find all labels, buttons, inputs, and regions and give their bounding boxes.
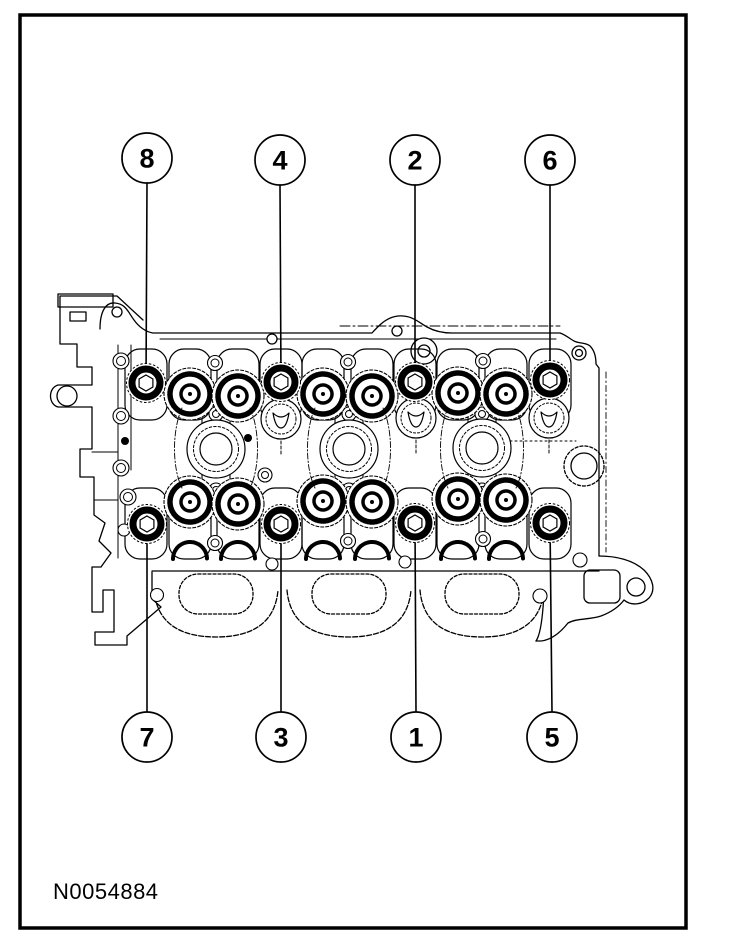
small-bolt-hole — [208, 356, 223, 371]
callout-4 — [255, 135, 305, 185]
small-dowel — [244, 434, 252, 442]
callout-1 — [391, 712, 441, 762]
small-bolt-hole — [266, 558, 278, 570]
callout-2 — [390, 135, 440, 185]
valve-follower-bore — [346, 476, 398, 528]
callout-number-8: 8 — [139, 143, 155, 174]
small-bolt-hole — [341, 355, 356, 370]
callout-number-2: 2 — [407, 145, 423, 176]
follower-cap — [173, 542, 207, 559]
valve-follower-bore — [164, 476, 216, 528]
small-bolt-hole — [573, 553, 587, 567]
callout-number-3: 3 — [273, 722, 289, 753]
valve-follower-bore — [480, 368, 532, 420]
callout-6 — [525, 135, 575, 185]
callout-3 — [256, 712, 306, 762]
small-bolt-hole — [476, 532, 491, 547]
small-bolt-hole — [113, 408, 129, 424]
valve-follower-bore — [432, 473, 484, 525]
head-bolt-5 — [531, 504, 570, 543]
spark-plug-well — [453, 419, 511, 477]
leader-line-1 — [415, 523, 416, 712]
web-line — [250, 408, 258, 488]
follower-cap — [306, 542, 340, 559]
head-bolt-7 — [128, 505, 167, 544]
callout-number-1: 1 — [408, 722, 424, 753]
head-bolt-3 — [262, 505, 301, 544]
small-bolt-hole — [476, 354, 491, 369]
small-bolt-hole — [113, 460, 129, 476]
leader-line-8 — [146, 183, 147, 383]
valve-follower-bore — [212, 478, 264, 530]
valve-follower-bore — [480, 474, 532, 526]
callout-number-6: 6 — [542, 145, 558, 176]
leader-line-5 — [550, 523, 552, 712]
valve-follower-bore — [212, 370, 264, 422]
valve-follower-bore — [346, 370, 398, 422]
figure-code: N0054884 — [53, 879, 159, 904]
web-line — [383, 408, 391, 488]
follower-cap — [441, 542, 475, 559]
leader-line-4 — [280, 185, 281, 382]
small-dowel — [121, 437, 129, 445]
small-bolt-hole — [208, 536, 223, 551]
follower-cap — [489, 542, 523, 559]
head-bolt-6 — [531, 361, 570, 400]
small-bolt-hole — [399, 556, 411, 568]
callout-7 — [122, 712, 172, 762]
small-bolt-hole — [341, 534, 356, 549]
head-bolt-8 — [127, 364, 166, 403]
spark-plug-well — [320, 420, 378, 478]
small-bolt-hole — [151, 589, 164, 602]
callout-8 — [122, 133, 172, 183]
engine-drawing — [51, 294, 653, 645]
head-bolt-2 — [396, 363, 435, 402]
valve-port-boss — [529, 398, 569, 438]
small-bolt-hole — [120, 489, 136, 505]
callout-5 — [527, 712, 577, 762]
head-bolt-1 — [396, 504, 435, 543]
valve-follower-bore — [432, 367, 484, 419]
valve-follower-bore — [164, 368, 216, 420]
head-bolt-4 — [262, 363, 301, 402]
callout-number-7: 7 — [139, 722, 155, 753]
valve-port-boss — [261, 399, 301, 439]
callout-number-4: 4 — [272, 145, 288, 176]
spark-plug-wells — [187, 419, 511, 478]
valve-port-boss — [396, 398, 436, 438]
valve-follower-bore — [297, 475, 349, 527]
follower-cap — [355, 542, 389, 559]
small-bolt-hole — [258, 468, 272, 482]
small-bolt-hole — [113, 353, 129, 369]
valve-follower-bore — [297, 368, 349, 420]
callout-number-5: 5 — [544, 722, 560, 753]
follower-cap — [221, 542, 255, 559]
spark-plug-well — [187, 420, 245, 478]
small-bolt-hole — [533, 589, 547, 603]
